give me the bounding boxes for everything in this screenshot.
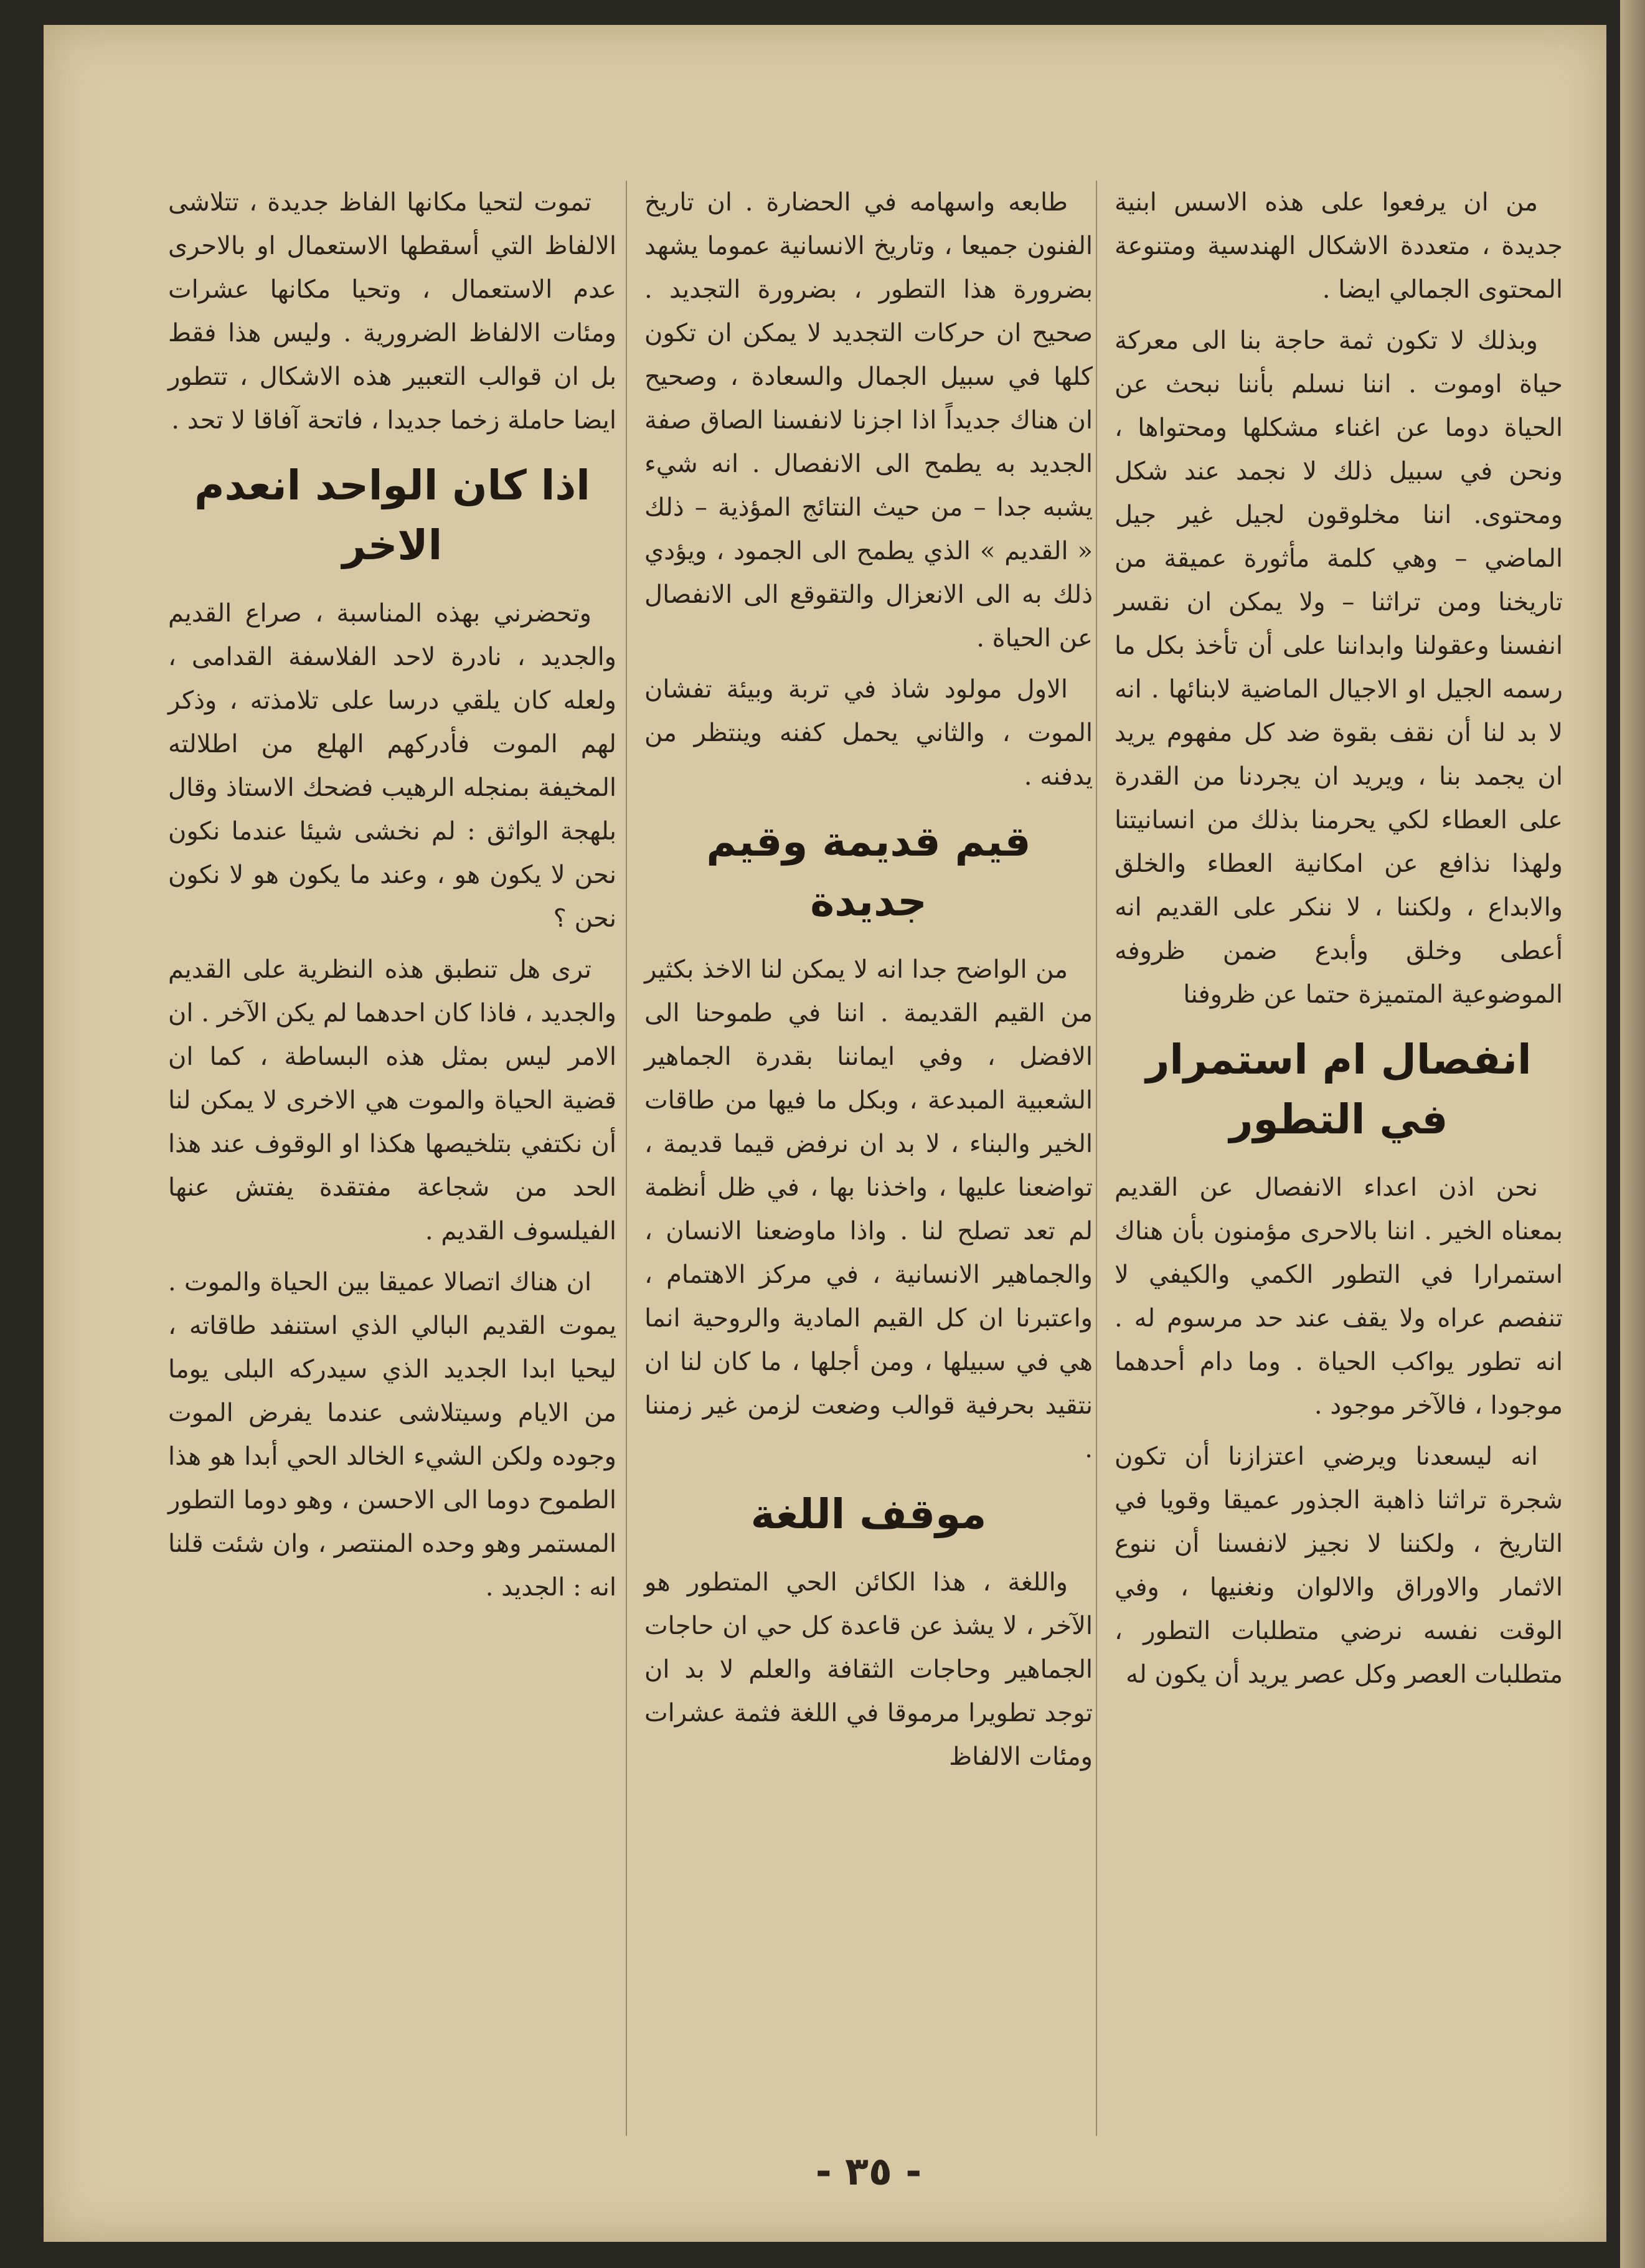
paragraph: ان هناك اتصالا عميقا بين الحياة والموت . يموت القديم البالي الذي استنفد طاقاته ، ليحيا ابدا الجديد الذي سيدركه البلى يوما من الايام وسيتلاشى عندما يفرض الموت وجوده ولكن الشيء الخالد الحي أبدا هو هذا الطموح دوما الى الاحسن ، وهو دوما التطور المستمر وهو وحده المنتصر ، وان شئت قلنا انه : الجديد . — [168, 1268, 616, 1602]
section-heading: موقف اللغة — [750, 1490, 987, 1538]
section-heading: قيم قديمة وقيم جديدة — [706, 818, 1031, 925]
paragraph: نحن اذن اعداء الانفصال عن القديم بمعناه الخير . اننا بالاحرى مؤمنون بأن هناك استمرارا في التطور الكمي والكيفي لا تنفصم عراه ولا يقف عند حد مرسوم له . انه تطور يواكب الحياة . وما دام أحدهما موجودا ، فالآخر موجود . — [1115, 1173, 1563, 1420]
column-middle — [644, 181, 1093, 1786]
page-number: - ٣٥ - — [815, 2148, 922, 2194]
paragraph: تموت لتحيا مكانها الفاظ جديدة ، تتلاشى الالفاظ التي أسقطها الاستعمال او بالاحرى عدم الاستعمال ، وتحيا مكانها عشرات ومئات الالفاظ الضرورية . وليس هذا فقط بل ان قوالب التعبير هذه الاشكال ، تتطور ايضا حاملة زخما جديدا ، فاتحة آفاقا لا تحد . — [168, 188, 616, 435]
paragraph: وتحضرني بهذه المناسبة ، صراع القديم والجديد ، نادرة لاحد الفلاسفة القدامى ، ولعله كان يلقي درسا على تلامذته ، وذكر لهم الموت فأدركهم الهلع من اطلالته المخيفة بمنجله الرهيب فضحك الاستاذ وقال بلهجة الواثق : لم نخشى شيئا عندما نكون نحن لا يكون هو ، وعند ما يكون هو لا نكون نحن ؟ — [168, 599, 616, 933]
column-left — [168, 181, 616, 1617]
paragraph: وبذلك لا تكون ثمة حاجة بنا الى معركة حياة اوموت . اننا نسلم بأننا نبحث عن الحياة دوما عن اغناء مشكلها ومحتواها ، ونحن في سبيل ذلك لا نجمد عند شكل ومحتوى. اننا مخلوقون لجيل غير جيل الماضي – وهي كلمة مأثورة عميقة من تاريخنا ومن تراثنا – ولا يمكن ان نقسر انفسنا وعقولنا وابداننا على أن تأخذ بكل ما رسمه الجيل او الاجيال الماضية لابنائها . انه لا بد لنا أن نقف بقوة ضد كل مفهوم يريد ان يجمد بنا ، ويريد ان يجردنا من القدرة على العطاء لكي يحرمنا بذلك من انسانيتنا ولهذا نذافع عن امكانية العطاء والخلق والابداع ، ولكننا ، لا ننكر على القديم انه أعطى وخلق وأبدع ضمن ظروفه الموضوعية المتميزة حتما عن ظروفنا — [1115, 326, 1563, 1009]
column-right — [1115, 181, 1563, 1704]
paragraph: واللغة ، هذا الكائن الحي المتطور هو الآخر ، لا يشذ عن قاعدة كل حي ان حاجات الجماهير وحاجات الثقافة والعلم لا بد ان توجد تطويرا مرموقا في اللغة فثمة عشرات ومئات الالفاظ — [644, 1568, 1093, 1771]
section-heading: انفصال ام استمرار في التطور — [1146, 1036, 1532, 1143]
paragraph: ترى هل تنطبق هذه النظرية على القديم والجديد ، فاذا كان احدهما لم يكن الآخر . ان الامر ليس بمثل هذه البساطة ، كما ان قضية الحياة والموت هي الاخرى لا يمكن لنا أن نكتفي بتلخيصها هكذا او الوقوف عند هذا الحد من شجاعة مفتقدة يفتش عنها الفيلسوف القديم . — [168, 955, 616, 1245]
paragraph: انه ليسعدنا ويرضي اعتزازنا أن تكون شجرة تراثنا ذاهبة الجذور عميقا وقويا في التاريخ ، ولكننا لا نجيز لانفسنا أن ننوع الاثمار والاوراق والالوان ونغنيها ، وفي الوقت نفسه نرضي متطلبات التطور ، متطلبات العصر وكل عصر يريد أن يكون له — [1115, 1442, 1563, 1689]
section-heading: اذا كان الواحد انعدم الاخر — [194, 461, 590, 569]
magazine-page — [44, 25, 1606, 2242]
column-divider — [1096, 181, 1097, 2136]
paragraph: الاول مولود شاذ في تربة وبيئة تفشان الموت ، والثاني يحمل كفنه وينتظر من يدفنه . — [644, 675, 1093, 791]
page-edge — [1620, 0, 1645, 2268]
column-divider — [626, 181, 627, 2136]
paragraph: طابعه واسهامه في الحضارة . ان تاريخ الفنون جميعا ، وتاريخ الانسانية عموما يشهد بضرورة هذا التطور ، بضرورة التجديد . صحيح ان حركات التجديد لا يمكن ان تكون كلها في سبيل الجمال والسعادة ، وصحيح ان هناك جديداً اذا اجزنا لانفسنا الصاق صفة الجديد به يطمح الى الانفصال . انه شيء يشبه جدا – من حيث النتائج المؤذية – ذلك « القديم » الذي يطمح الى الجمود ، ويؤدي ذلك به الى الانعزال والتقوقع الى الانفصال عن الحياة . — [644, 188, 1093, 653]
paragraph: من ان يرفعوا على هذه الاسس ابنية جديدة ، متعددة الاشكال الهندسية ومتنوعة المحتوى الجمالي ايضا . — [1115, 188, 1563, 304]
paragraph: من الواضح جدا انه لا يمكن لنا الاخذ بكثير من القيم القديمة . اننا في طموحنا الى الافضل ، وفي ايماننا بقدرة الجماهير الشعبية المبدعة ، وبكل ما فيها من طاقات الخير والبناء ، لا بد ان نرفض قيما قديمة ، تواضعنا عليها ، واخذنا بها ، في ظل أنظمة لم تعد تصلح لنا . واذا ماوضعنا الانسان ، والجماهير الانسانية ، في مركز الاهتمام ، واعتبرنا ان كل القيم المادية والروحية انما هي في سبيلها ، ومن أجلها ، ما كان لنا ان نتقيد بحرفية قوالب وضعت لزمن غير زمننا . — [644, 955, 1093, 1463]
